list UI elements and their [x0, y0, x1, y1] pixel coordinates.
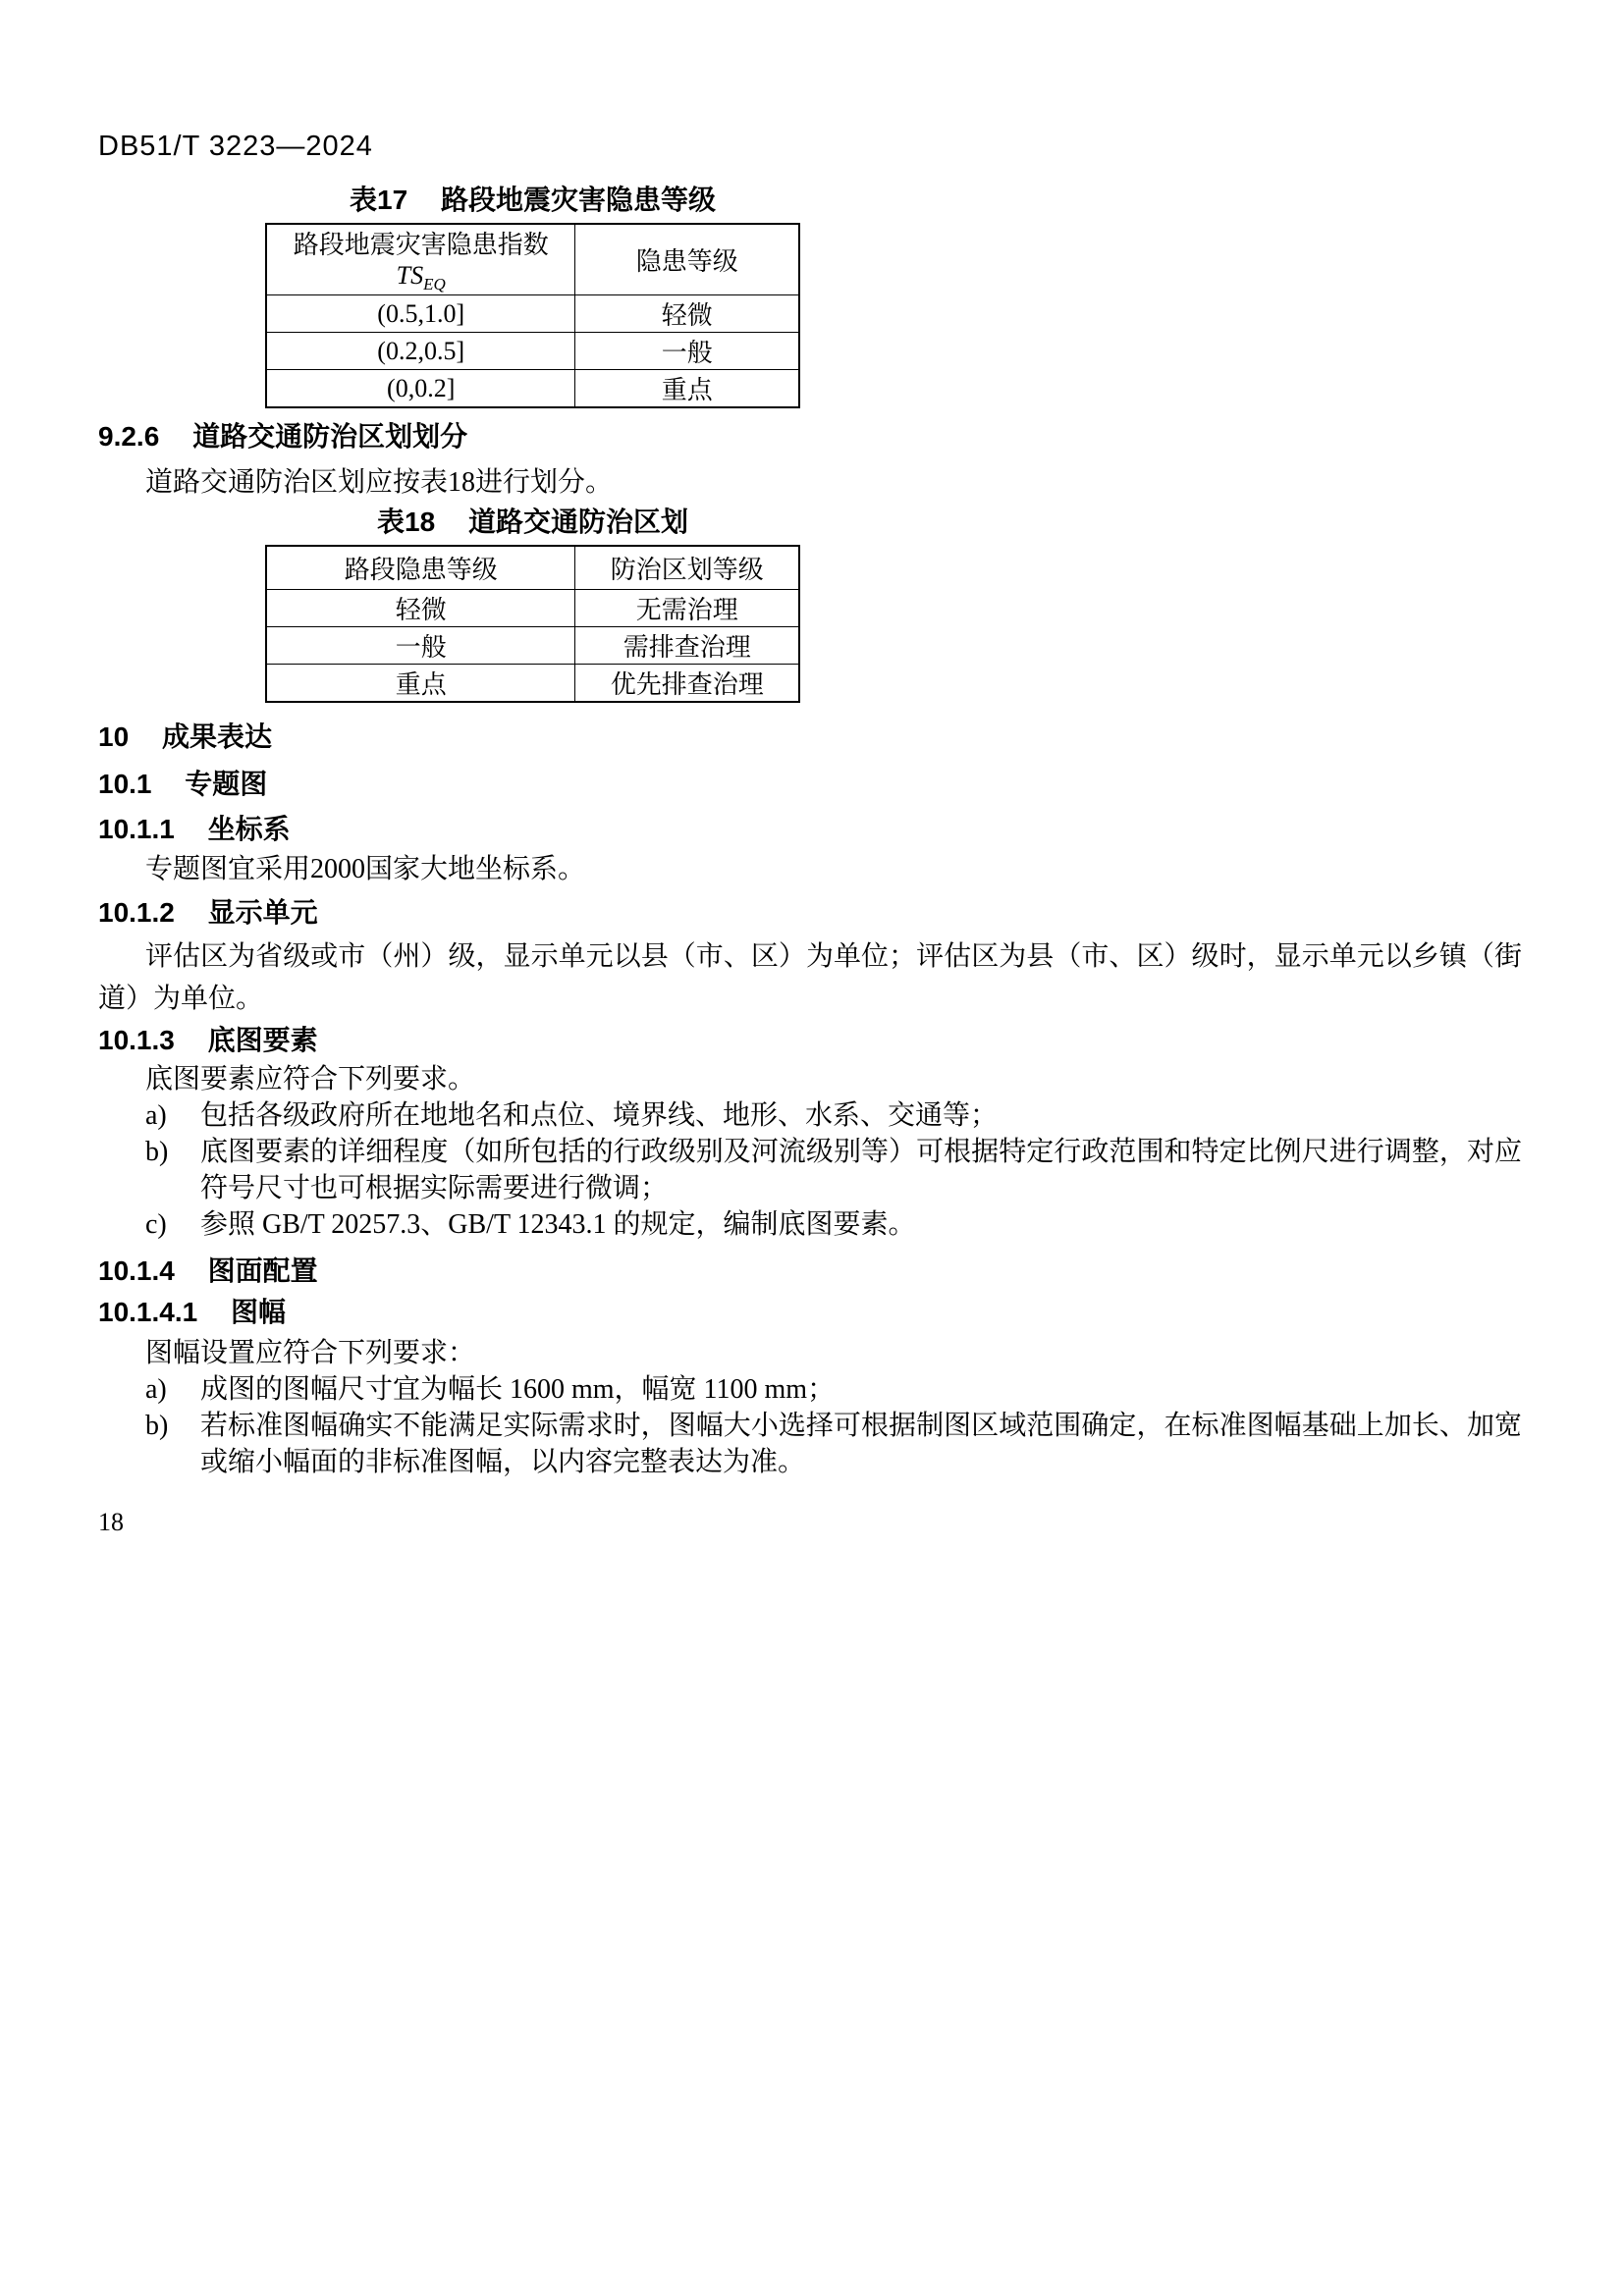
- table18-header-row: [266, 546, 799, 589]
- table17-range-cell: (0.2,0.5]: [266, 333, 575, 370]
- table18-col1-header: 路段隐患等级: [266, 546, 575, 589]
- paragraph-10-1-2: 评估区为省级或市（州）级，显示单元以县（市、区）为单位；评估区为县（市、区）级时，显示单元以乡镇（街道）为单位。: [98, 940, 1522, 1014]
- table17-level-cell: 轻微: [575, 295, 799, 333]
- list-item-text: 底图要素的详细程度（如所包括的行政级别及河流级别等）可根据特定行政范围和特定比例尺进行调整，对应符号尺寸也可根据实际需要进行微调；: [200, 1136, 1522, 1203]
- section-number: 10.1.4: [98, 1255, 175, 1286]
- table-row: [266, 626, 799, 664]
- list-item-label: a): [145, 1373, 167, 1405]
- table-row: [266, 664, 799, 702]
- table18-level-cell: 重点: [266, 664, 575, 702]
- table18-caption-title: 道路交通防治区划: [467, 507, 688, 538]
- table17-caption: [265, 186, 800, 215]
- table-row: [266, 370, 799, 408]
- list-item-label: b): [145, 1410, 169, 1441]
- table18-caption-number: 表18: [377, 507, 436, 538]
- table18-caption: [265, 507, 800, 537]
- section-number: 10.1.4.1: [98, 1296, 198, 1327]
- list-item-b: [98, 1134, 1522, 1206]
- paragraph-10-1-1: 专题图宜采用2000国家大地坐标系。: [145, 853, 586, 884]
- section-number: 10: [98, 721, 130, 752]
- section-title: 图幅: [230, 1296, 286, 1327]
- table17-level-cell: 重点: [575, 370, 799, 408]
- lead-10-1-3: 底图要素应符合下列要求。: [145, 1063, 476, 1095]
- table17-range-cell: (0,0.2]: [266, 370, 575, 408]
- section-heading-10-1-2: [98, 898, 1522, 928]
- table17-caption-number: 表17: [350, 185, 408, 215]
- list-item-text: 成图的图幅尺寸宜为幅长 1600 mm，幅宽 1100 mm；: [200, 1373, 836, 1405]
- lead-10-1-4-1: 图幅设置应符合下列要求：: [145, 1337, 476, 1368]
- table18-section: [265, 507, 800, 703]
- section-number: 10.1.3: [98, 1024, 175, 1055]
- table17-range-cell: (0.5,1.0]: [266, 295, 575, 333]
- ts-subscript: EQ: [423, 275, 446, 294]
- list-item-text: 参照 GB/T 20257.3、GB/T 12343.1 的规定，编制底图要素。: [200, 1208, 916, 1240]
- section-title: 成果表达: [161, 721, 272, 752]
- table17-col1-header-label: 路段地震灾害隐患指数: [293, 231, 549, 259]
- section-heading-10: [98, 722, 1522, 752]
- table18-level-cell: 轻微: [266, 589, 575, 626]
- table17-caption-title: 路段地震灾害隐患等级: [440, 185, 716, 215]
- list-item-label: a): [145, 1099, 167, 1131]
- table17-col2-header: 隐患等级: [575, 224, 799, 295]
- table17: [265, 223, 800, 408]
- section-title: 坐标系: [207, 813, 291, 844]
- section-number: 10.1.1: [98, 813, 175, 844]
- table17-header-row: [266, 224, 799, 295]
- table17-level-cell: 一般: [575, 333, 799, 370]
- paragraph-9-2-6: 道路交通防治区划应按表18进行划分。: [145, 467, 614, 499]
- section-number: 10.1: [98, 768, 152, 799]
- list-item-text: 包括各级政府所在地地名和点位、境界线、地形、水系、交通等；: [200, 1099, 999, 1131]
- section-title: 显示单元: [207, 896, 318, 928]
- table18-zone-cell: 优先排查治理: [575, 664, 799, 702]
- table18-zone-cell: 需排查治理: [575, 626, 799, 664]
- table-row: [266, 295, 799, 333]
- table17-col1-header: [266, 224, 575, 295]
- list-item-a: [98, 1371, 1522, 1408]
- table-row: [266, 589, 799, 626]
- table18-zone-cell: 无需治理: [575, 589, 799, 626]
- section-number: 9.2.6: [98, 421, 160, 453]
- section-title: 底图要素: [207, 1024, 318, 1055]
- list-item-b: [98, 1408, 1522, 1480]
- section-heading-9-2-6: [98, 422, 1522, 452]
- section-title: 专题图: [185, 768, 268, 799]
- section-heading-10-1-4-1: [98, 1298, 1522, 1327]
- section-heading-10-1: [98, 770, 1522, 799]
- section-number: 10.1.2: [98, 896, 175, 928]
- table17-section: [265, 186, 800, 408]
- doc-number: DB51/T 3223—2024: [98, 131, 373, 162]
- table-row: [266, 333, 799, 370]
- requirement-list-10-1-3: [98, 1097, 1522, 1243]
- section-heading-10-1-4: [98, 1256, 1522, 1286]
- section-heading-10-1-1: [98, 815, 1522, 844]
- table18: [265, 545, 800, 703]
- table18-level-cell: 一般: [266, 626, 575, 664]
- ts-symbol: TS: [396, 261, 424, 290]
- list-item-text: 若标准图幅确实不能满足实际需求时，图幅大小选择可根据制图区域范围确定，在标准图幅基础上加长、加宽或缩小幅面的非标准图幅，以内容完整表达为准。: [200, 1410, 1522, 1477]
- requirement-list-10-1-4-1: [98, 1371, 1522, 1480]
- page-number: 18: [98, 1507, 124, 1536]
- list-item-label: c): [145, 1208, 167, 1240]
- section-heading-10-1-3: [98, 1026, 1522, 1055]
- section-title: 图面配置: [207, 1255, 318, 1286]
- list-item-c: [98, 1206, 1522, 1243]
- section-title: 道路交通防治区划划分: [192, 421, 468, 453]
- list-item-label: b): [145, 1136, 169, 1167]
- table18-col2-header: 防治区划等级: [575, 546, 799, 589]
- list-item-a: [98, 1097, 1522, 1134]
